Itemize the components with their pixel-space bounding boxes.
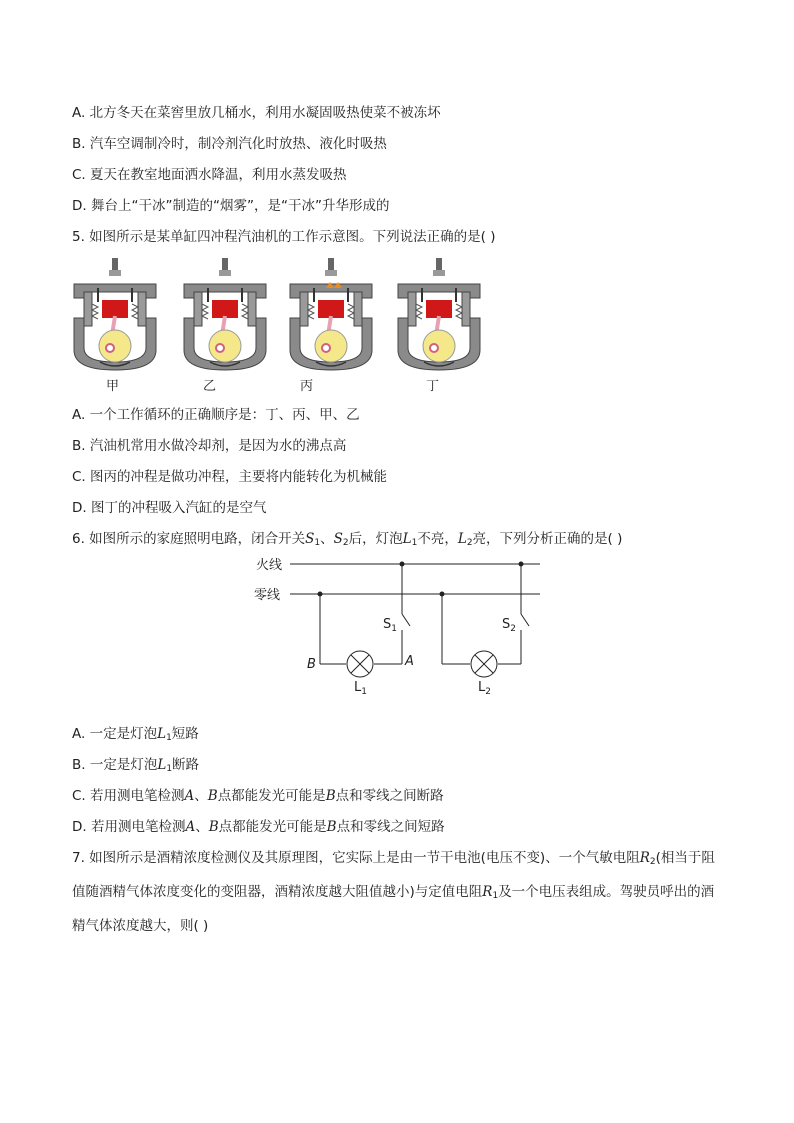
q5-option-c: C. 图丙的冲程是做功冲程，主要将内能转化为机械能 [72, 469, 388, 485]
engine-label-bing: 丙 [300, 379, 314, 394]
q7-stem: 7. 如图所示是酒精浓度检测仪及其原理图，它实际上是由一节干电池(电压不变)、一个气敏电阻$R_2$(相当于阻值随酒精气体浓度变化的变阻器，酒精浓度越大阻值越小)与定值电阻$R_1$及一个电压表组成。驾驶员呼出的酒精气体浓度越大，则( ) [72, 850, 715, 934]
q4-option-b: B. 汽车空调制冷时，制冷剂汽化时放热、液化时吸热 [72, 136, 387, 152]
neutral-wire-label: 零线 [254, 588, 281, 603]
q6-option-a: A. 一定是灯泡$L_1$短路 [72, 726, 199, 743]
lamp-l1-label: $L_1$ [354, 680, 367, 697]
q5-option-b: B. 汽油机常用水做冷却剂，是因为水的沸点高 [72, 438, 347, 454]
switch-s1-label: $S_1$ [383, 617, 397, 634]
live-wire-label: 火线 [256, 558, 283, 573]
lamp-l2-label: $L_2$ [478, 680, 491, 697]
point-a-label: A [405, 654, 414, 669]
engine-yi [184, 258, 266, 370]
home-circuit-diagram [250, 552, 560, 697]
engine-bing [290, 258, 372, 370]
q4-option-c: C. 夏天在教室地面洒水降温，利用水蒸发吸热 [72, 167, 347, 183]
engine-label-ding: 丁 [426, 379, 440, 394]
point-b-label: B [307, 657, 316, 672]
engine-label-jia: 甲 [106, 379, 120, 394]
q5-option-a: A. 一个工作循环的正确顺序是：丁、丙、甲、乙 [72, 407, 360, 423]
q5-stem: 5. 如图所示是某单缸四冲程汽油机的工作示意图。下列说法正确的是( ) [72, 229, 496, 245]
engine-jia [74, 258, 156, 370]
q6-option-d: D. 若用测电笔检测A、B点都能发光可能是B点和零线之间短路 [72, 819, 445, 835]
q5-option-d: D. 图丁的冲程吸入汽缸的是空气 [72, 500, 267, 516]
q4-option-a: A. 北方冬天在菜窖里放几桶水，利用水凝固吸热使菜不被冻坏 [72, 105, 441, 121]
q4-option-d: D. 舞台上“干冰”制造的“烟雾”，是“干冰”升华形成的 [72, 198, 390, 214]
q6-option-b: B. 一定是灯泡$L_1$断路 [72, 757, 200, 774]
engine-ding [398, 258, 480, 370]
engine-stroke-figure [70, 258, 500, 398]
engine-label-yi: 乙 [203, 379, 217, 394]
q6-option-c: C. 若用测电笔检测A、B点都能发光可能是B点和零线之间断路 [72, 788, 444, 804]
q6-stem: 6. 如图所示的家庭照明电路，闭合开关$S_1$、$S_2$后，灯泡$L_1$不亮，$L_2$亮，下列分析正确的是( ) [72, 531, 623, 548]
switch-s2-label: $S_2$ [502, 617, 516, 634]
